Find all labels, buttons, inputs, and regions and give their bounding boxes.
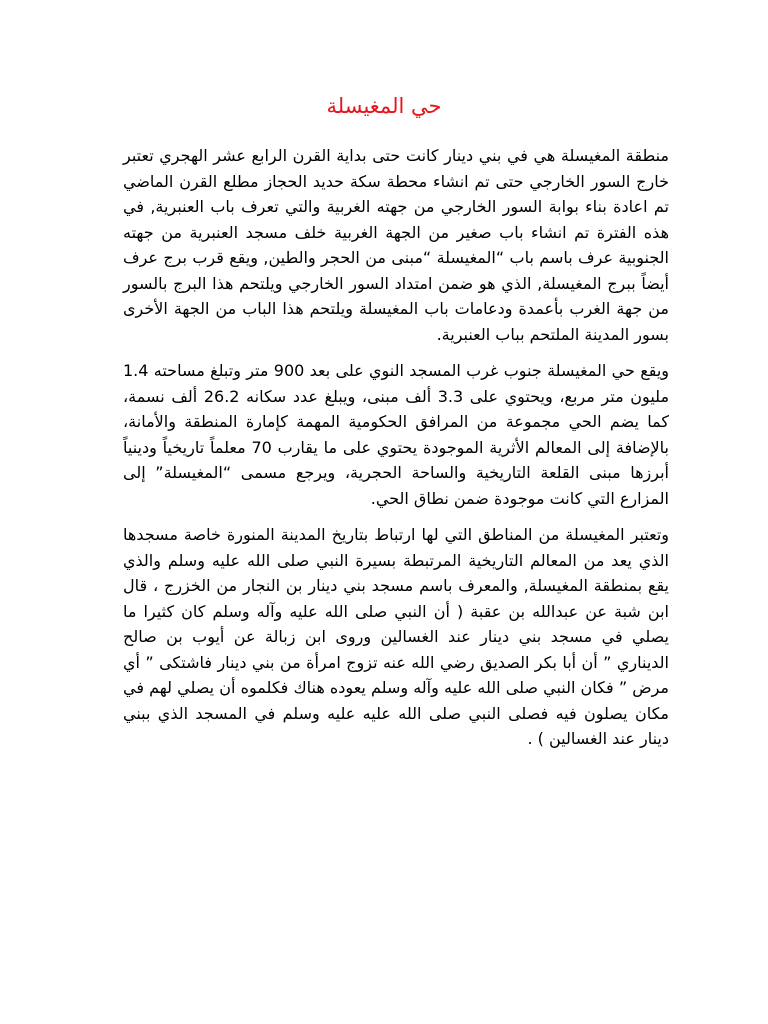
document-body <box>123 143 669 763</box>
page-title: حي المغيسلة <box>326 94 442 118</box>
paragraph-history: منطقة المغيسلة هي في بني دينار كانت حتى بداية القرن الرابع عشر الهجري تعتبر خارج السور الخارجي حتى تم انشاء محطة سكة حديد الحجاز مطلع القرن الماضي تم اعادة بناء بوابة السور الخارجي من جهته الغربية والتي تعرف باب العنبرية, في هذه الفترة تم انشاء باب صغير من الجهة الغربية خلف مسجد العنبرية من جهته الجنوبية عرف باسم باب “المغيسلة “مبنى من الحجر والطين, ويقع قرب برج عرف أيضاً ببرج المغيسلة, الذي هو ضمن امتداد السور الخارجي ويلتحم هذا البرج بالسور من جهة الغرب بأعمدة ودعامات باب المغيسلة ويلتحم هذا الباب من الجهة الأخرى بسور المدينة الملتحم بباب العنبرية. <box>123 146 669 344</box>
paragraph-statistics: ويقع حي المغيسلة جنوب غرب المسجد النوي على بعد 900 متر وتبلغ مساحته 1.4 مليون متر مربع، ويحتوي على 3.3 ألف مبنى، ويبلغ عدد سكانه 26.2 ألف نسمة، كما يضم الحي مجموعة من المرافق الحكومية المهمة كإمارة المنطقة والأمانة، بالإضافة إلى المعالم الأثرية الموجودة يحتوي على ما يقارب 70 معلماً تاريخياً ودينياً أبرزها مبنى القلعة التاريخية والساحة الحجرية، ويرجع مسمى “المغيسلة” إلى المزارع التي كانت موجودة ضمن نطاق الحي. <box>123 361 670 508</box>
paragraph-mosque: وتعتبر المغيسلة من المناطق التي لها ارتباط بتاريخ المدينة المنورة خاصة مسجدها الذي يعد من المعالم التاريخية المرتبطة بسيرة النبي صلى الله عليه وسلم والذي يقع بمنطقة المغيسلة, والمعرف باسم مسجد بني دينار بن النجار من الخزرج ، قال ابن شبة عن عبدالله بن عقبة ( أن النبي صلى الله عليه وآله وسلم كان كثيرا ما يصلي في مسجد بني دينار عند الغسالين وروى ابن زبالة عن أيوب بن صالح الديناري ” أن أبا بكر الصديق رضي الله عنه تزوج امرأة من بني دينار فاشتكى ” أي مرض ” فكان النبي صلى الله عليه وآله وسلم يعوده هناك فكلموه أن يصلي لهم في مكان يصلون فيه فصلى النبي صلى الله عليه عليه وسلم في المسجد الذي ببني دينار عند الغسالين ) . <box>123 525 669 748</box>
